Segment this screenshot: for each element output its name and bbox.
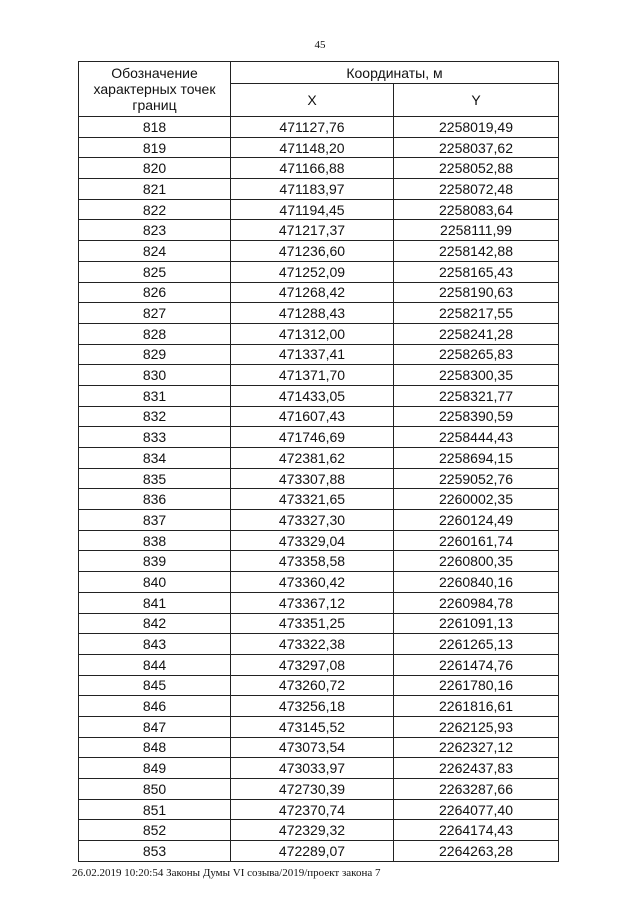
table-row (79, 365, 559, 386)
y-coordinate-cell: 2258321,77 (394, 385, 559, 406)
y-coordinate-cell: 2264263,28 (394, 841, 559, 862)
x-coordinate-cell: 471217,37 (231, 220, 394, 241)
point-id-cell: 840 (79, 572, 231, 593)
point-id-cell: 820 (79, 158, 231, 179)
point-id-cell: 823 (79, 220, 231, 241)
x-coordinate-cell: 473358,58 (231, 551, 394, 572)
table-row (79, 675, 559, 696)
x-coordinate-cell: 471288,43 (231, 303, 394, 324)
point-id-cell: 850 (79, 779, 231, 800)
point-id-cell: 845 (79, 675, 231, 696)
x-coordinate-cell: 471194,45 (231, 199, 394, 220)
point-id-cell: 825 (79, 261, 231, 282)
table-row (79, 592, 559, 613)
table-row (79, 820, 559, 841)
y-coordinate-cell: 2258241,28 (394, 323, 559, 344)
y-coordinate-cell: 2261265,13 (394, 634, 559, 655)
x-coordinate-cell: 471746,69 (231, 427, 394, 448)
y-coordinate-cell: 2258300,35 (394, 365, 559, 386)
table-row (79, 841, 559, 862)
x-coordinate-cell: 472730,39 (231, 779, 394, 800)
point-id-cell: 843 (79, 634, 231, 655)
point-id-cell: 830 (79, 365, 231, 386)
point-id-cell: 836 (79, 489, 231, 510)
designation-column-header: Обозначение характерных точек границ (79, 62, 231, 117)
y-coordinate-cell: 2261816,61 (394, 696, 559, 717)
point-id-cell: 828 (79, 323, 231, 344)
point-id-cell: 835 (79, 468, 231, 489)
point-id-cell: 833 (79, 427, 231, 448)
table-row (79, 448, 559, 469)
y-coordinate-cell: 2258019,49 (394, 117, 559, 138)
table-row (79, 117, 559, 138)
coordinates-table (78, 61, 559, 862)
table-row (79, 696, 559, 717)
x-coordinate-cell: 471337,41 (231, 344, 394, 365)
x-coordinate-cell: 473329,04 (231, 530, 394, 551)
x-coordinate-cell: 472381,62 (231, 448, 394, 469)
point-id-cell: 821 (79, 179, 231, 200)
point-id-cell: 837 (79, 510, 231, 531)
table-row (79, 654, 559, 675)
x-coordinate-cell: 473351,25 (231, 613, 394, 634)
point-id-cell: 832 (79, 406, 231, 427)
y-coordinate-cell: 2258390,59 (394, 406, 559, 427)
footer-stamp: 26.02.2019 10:20:54 Законы Думы VI созыва/2019/проект закона 7 (72, 867, 381, 879)
x-coordinate-cell: 473256,18 (231, 696, 394, 717)
x-coordinate-cell: 473307,88 (231, 468, 394, 489)
point-id-cell: 848 (79, 737, 231, 758)
x-coordinate-cell: 472370,74 (231, 799, 394, 820)
y-coordinate-cell: 2258037,62 (394, 137, 559, 158)
table-row (79, 468, 559, 489)
x-coordinate-cell: 473322,38 (231, 634, 394, 655)
y-coordinate-cell: 2262437,83 (394, 758, 559, 779)
point-id-cell: 827 (79, 303, 231, 324)
table-row (79, 241, 559, 262)
table-row (79, 779, 559, 800)
y-coordinate-cell: 2260002,35 (394, 489, 559, 510)
point-id-cell: 826 (79, 282, 231, 303)
table-row (79, 758, 559, 779)
table-row (79, 137, 559, 158)
table-row (79, 427, 559, 448)
point-id-cell: 839 (79, 551, 231, 572)
point-id-cell: 852 (79, 820, 231, 841)
x-coordinate-cell: 473033,97 (231, 758, 394, 779)
y-coordinate-cell: 2258265,83 (394, 344, 559, 365)
x-coordinate-cell: 471166,88 (231, 158, 394, 179)
x-coordinate-cell: 471607,43 (231, 406, 394, 427)
table-row (79, 634, 559, 655)
table-row (79, 179, 559, 200)
x-coordinate-cell: 473327,30 (231, 510, 394, 531)
y-coordinate-cell: 2258217,55 (394, 303, 559, 324)
y-coordinate-cell: 2261780,16 (394, 675, 559, 696)
y-coordinate-cell: 2262125,93 (394, 716, 559, 737)
y-coordinate-cell: 2258083,64 (394, 199, 559, 220)
y-coordinate-cell: 2260840,16 (394, 572, 559, 593)
y-coordinate-cell: 2260984,78 (394, 592, 559, 613)
x-coordinate-cell: 471312,00 (231, 323, 394, 344)
x-coordinate-cell: 471148,20 (231, 137, 394, 158)
point-id-cell: 829 (79, 344, 231, 365)
y-coordinate-cell: 2260124,49 (394, 510, 559, 531)
y-coordinate-cell: 2263287,66 (394, 779, 559, 800)
x-coordinate-cell: 471371,70 (231, 365, 394, 386)
table-row (79, 737, 559, 758)
point-id-cell: 841 (79, 592, 231, 613)
x-coordinate-cell: 473073,54 (231, 737, 394, 758)
point-id-cell: 846 (79, 696, 231, 717)
x-coordinate-cell: 473145,52 (231, 716, 394, 737)
x-coordinate-cell: 472289,07 (231, 841, 394, 862)
table-row (79, 344, 559, 365)
point-id-cell: 842 (79, 613, 231, 634)
y-coordinate-cell: 2260161,74 (394, 530, 559, 551)
y-coordinate-cell: 2258052,88 (394, 158, 559, 179)
point-id-cell: 851 (79, 799, 231, 820)
x-coordinate-cell: 471236,60 (231, 241, 394, 262)
table-row (79, 530, 559, 551)
x-coordinate-cell: 471127,76 (231, 117, 394, 138)
table-row (79, 716, 559, 737)
table-body (79, 117, 559, 862)
y-coordinate-cell: 2260800,35 (394, 551, 559, 572)
table-row (79, 323, 559, 344)
table-row (79, 385, 559, 406)
table-row (79, 199, 559, 220)
y-coordinate-cell: 2258111,99 (394, 220, 559, 241)
y-column-header: Y (394, 84, 559, 117)
x-column-header: X (231, 84, 394, 117)
x-coordinate-cell: 471252,09 (231, 261, 394, 282)
x-coordinate-cell: 472329,32 (231, 820, 394, 841)
y-coordinate-cell: 2264077,40 (394, 799, 559, 820)
table-row (79, 220, 559, 241)
y-coordinate-cell: 2258072,48 (394, 179, 559, 200)
coordinates-column-header: Координаты, м (231, 62, 559, 84)
page-number: 45 (314, 39, 326, 51)
point-id-cell: 819 (79, 137, 231, 158)
point-id-cell: 838 (79, 530, 231, 551)
table-row (79, 282, 559, 303)
point-id-cell: 853 (79, 841, 231, 862)
x-coordinate-cell: 471433,05 (231, 385, 394, 406)
y-coordinate-cell: 2258165,43 (394, 261, 559, 282)
point-id-cell: 844 (79, 654, 231, 675)
y-coordinate-cell: 2258444,43 (394, 427, 559, 448)
x-coordinate-cell: 473360,42 (231, 572, 394, 593)
table-row (79, 510, 559, 531)
y-coordinate-cell: 2264174,43 (394, 820, 559, 841)
table-row (79, 303, 559, 324)
x-coordinate-cell: 473321,65 (231, 489, 394, 510)
point-id-cell: 847 (79, 716, 231, 737)
y-coordinate-cell: 2259052,76 (394, 468, 559, 489)
y-coordinate-cell: 2258190,63 (394, 282, 559, 303)
point-id-cell: 822 (79, 199, 231, 220)
point-id-cell: 849 (79, 758, 231, 779)
table-row (79, 489, 559, 510)
x-coordinate-cell: 473260,72 (231, 675, 394, 696)
table-row (79, 551, 559, 572)
x-coordinate-cell: 473297,08 (231, 654, 394, 675)
x-coordinate-cell: 471268,42 (231, 282, 394, 303)
point-id-cell: 818 (79, 117, 231, 138)
table-row (79, 406, 559, 427)
y-coordinate-cell: 2258142,88 (394, 241, 559, 262)
point-id-cell: 824 (79, 241, 231, 262)
y-coordinate-cell: 2261474,76 (394, 654, 559, 675)
table-row (79, 261, 559, 282)
table-row (79, 613, 559, 634)
point-id-cell: 834 (79, 448, 231, 469)
table-row (79, 799, 559, 820)
point-id-cell: 831 (79, 385, 231, 406)
y-coordinate-cell: 2262327,12 (394, 737, 559, 758)
y-coordinate-cell: 2261091,13 (394, 613, 559, 634)
x-coordinate-cell: 471183,97 (231, 179, 394, 200)
x-coordinate-cell: 473367,12 (231, 592, 394, 613)
table-row (79, 572, 559, 593)
y-coordinate-cell: 2258694,15 (394, 448, 559, 469)
table-row (79, 158, 559, 179)
